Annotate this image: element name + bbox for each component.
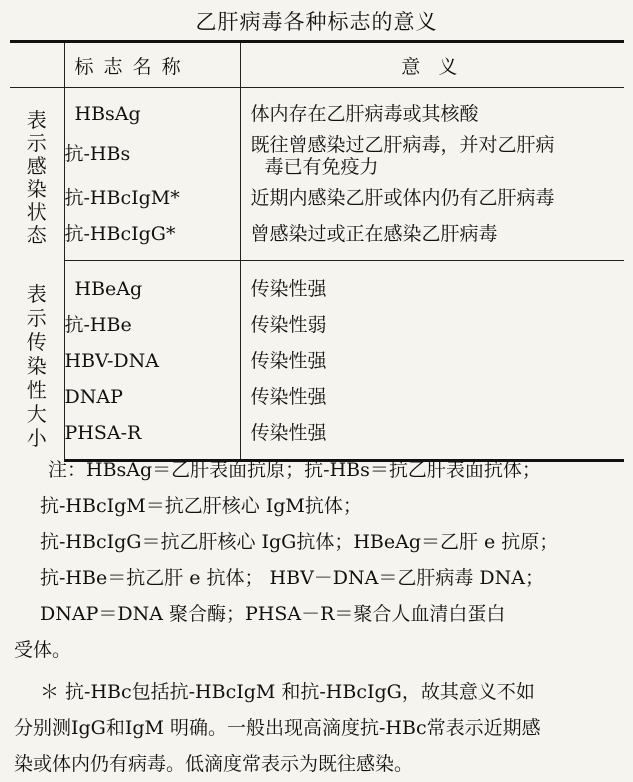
category-label-infection-status: 表示感染状态 <box>10 88 64 261</box>
marker-name: 抗-HBcIgG* <box>64 216 240 261</box>
marker-name: HBV-DNA <box>64 343 240 379</box>
marker-name: HBeAg <box>64 261 240 308</box>
table-title: 乙肝病毒各种标志的意义 <box>195 10 438 34</box>
table-header-row <box>10 42 624 88</box>
group-infectivity <box>10 261 624 461</box>
table-row <box>10 180 624 216</box>
asterisk-note-line: 分别测IgG和IgM 明确。一般出现高滴度抗-HBc常表示近期感 <box>14 717 541 739</box>
table-row <box>10 261 624 308</box>
marker-name: 抗-HBs <box>64 132 240 180</box>
table-row <box>10 307 624 343</box>
marker-meaning: 传染性弱 <box>240 307 624 343</box>
note-line: 抗-HBcIgG＝抗乙肝核心 IgG抗体；HBeAg＝乙肝 e 抗原； <box>40 531 559 553</box>
marker-meaning: 传染性强 <box>240 415 624 461</box>
table-row <box>10 379 624 415</box>
table-row <box>10 88 624 133</box>
marker-meaning: 体内存在乙肝病毒或其核酸 <box>240 88 624 133</box>
marker-name: HBsAg <box>64 88 240 133</box>
header-name: 标 志 名 称 <box>64 42 240 88</box>
note-line: 抗-HBe＝抗乙肝 e 抗体； HBV－DNA＝乙肝病毒 DNA； <box>40 567 545 589</box>
table-row <box>10 132 624 180</box>
meaning-line: 既往曾感染过乙肝病毒，并对乙肝病 <box>250 134 555 156</box>
marker-meaning: 传染性强 <box>240 343 624 379</box>
asterisk-note-line: ＊ 抗-HBc包括抗-HBcIgM 和抗-HBcIgG，故其意义不如 <box>40 681 535 703</box>
marker-name: PHSA-R <box>64 415 240 461</box>
header-category <box>10 42 64 88</box>
footnotes <box>14 452 626 782</box>
marker-meaning: 近期内感染乙肝或体内仍有乙肝病毒 <box>240 180 624 216</box>
marker-meaning: 传染性强 <box>240 379 624 415</box>
marker-meaning <box>240 132 624 180</box>
marker-name: 抗-HBcIgM* <box>64 180 240 216</box>
category-label-infectivity: 表示传染性大小 <box>10 261 64 461</box>
meaning-line: 毒已有免疫力 <box>264 156 379 178</box>
asterisk-note-line: 染或体内仍有病毒。低滴度常表示为既往感染。 <box>14 753 414 775</box>
note-line: 受体。 <box>14 639 72 661</box>
table-row <box>10 343 624 379</box>
note-line: 抗-HBcIgM＝抗乙肝核心 IgM抗体； <box>40 495 362 517</box>
note-line: 注：HBsAg＝乙肝表面抗原；抗-HBs＝抗乙肝表面抗体； <box>48 459 541 481</box>
marker-meaning: 传染性强 <box>240 261 624 308</box>
group-infection-status <box>10 88 624 261</box>
marker-meaning: 曾感染过或正在感染乙肝病毒 <box>240 216 624 261</box>
marker-name: 抗-HBe <box>64 307 240 343</box>
note-line: DNAP＝DNA 聚合酶；PHSA－R＝聚合人血清白蛋白 <box>40 603 506 625</box>
hbv-markers-table <box>10 40 624 462</box>
header-meaning: 意 义 <box>240 42 624 88</box>
table-row <box>10 216 624 261</box>
marker-name: DNAP <box>64 379 240 415</box>
